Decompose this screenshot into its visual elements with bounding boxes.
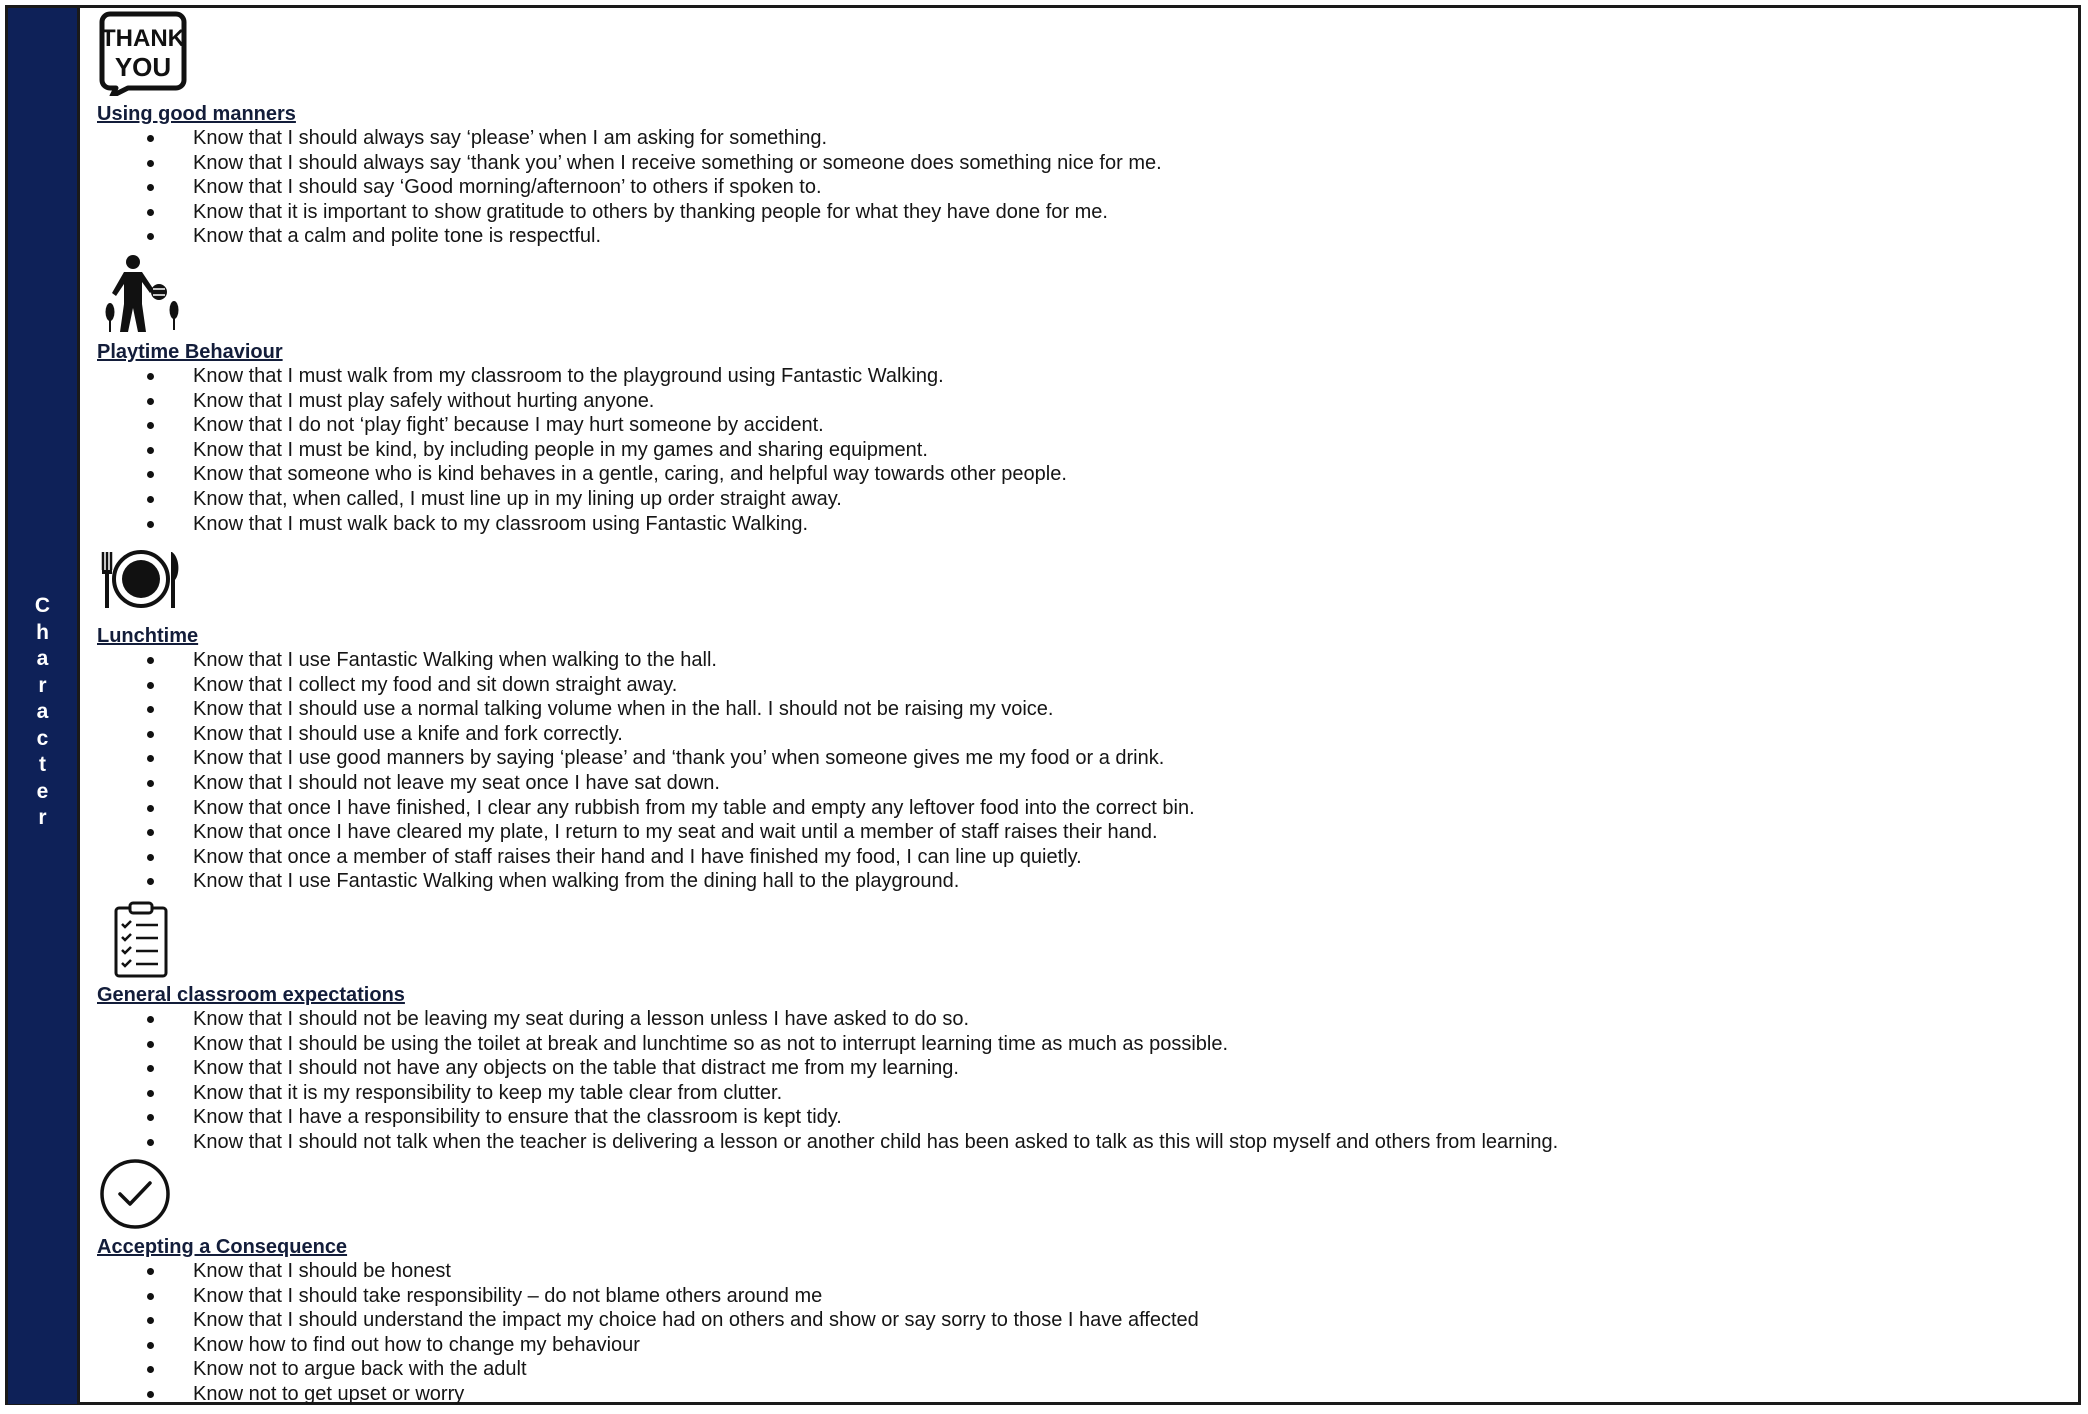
list-item [97, 1284, 1199, 1309]
clipboard-checklist-icon [112, 900, 170, 978]
list-item [97, 413, 1067, 438]
list-item [97, 175, 1162, 200]
plate-fork-knife-icon [100, 548, 182, 610]
bullet-dot [147, 706, 154, 713]
list-item [97, 1007, 1558, 1032]
list-item-text: Know that I should be using the toilet at break and lunchtime so as not to interrupt learning time as much as possible. [193, 1032, 1229, 1055]
list-item-text: Know that I must walk from my classroom to the playground using Fantastic Walking. [193, 365, 944, 387]
list-item-text: Know that, when called, I must line up in my lining up order straight away. [193, 487, 842, 510]
list-item-text: Know how to find out how to change my behaviour [193, 1333, 640, 1356]
side-label-letter: C [34, 594, 51, 617]
bullet-dot [147, 1090, 154, 1097]
list-item [97, 151, 1162, 176]
list-item-text: Know that I use good manners by saying ‘please’ and ‘thank you’ when someone gives me my food or a drink. [193, 747, 1165, 770]
list-item [97, 224, 1162, 249]
bullet-dot [147, 780, 154, 787]
list-item-text: Know not to argue back with the adult [193, 1358, 527, 1381]
bullet-dot [147, 878, 154, 885]
bullet-dot [147, 657, 154, 664]
list-item-text: Know that I use Fantastic Walking when walking to the hall. [193, 649, 717, 671]
list-item [97, 126, 1162, 151]
bullet-dot [147, 1268, 154, 1275]
list-item-text: Know that I should use a normal talking volume when in the hall. I should not be raising my voice. [193, 698, 1054, 721]
list-item [97, 462, 1067, 487]
bullet-dot [147, 447, 154, 454]
section-accepting-a-consequence [97, 1235, 1199, 1407]
list-item-text: Know that someone who is kind behaves in a gentle, caring, and helpful way towards other people. [193, 463, 1067, 486]
side-label-letter: c [36, 726, 49, 750]
side-label-letter: h [36, 620, 49, 644]
bullet-dot [147, 1065, 154, 1072]
bullet-dot [147, 731, 154, 738]
section-title: Using good manners [97, 103, 296, 125]
list-item [97, 648, 1195, 673]
list-item-text: Know that I should not leave my seat once I have sat down. [193, 771, 720, 794]
list-item-text: Know that I must be kind, by including people in my games and sharing equipment. [193, 438, 928, 461]
bullet-dot [147, 1293, 154, 1300]
list-item [97, 1382, 1199, 1407]
list-item [97, 1308, 1199, 1333]
bullet-dot [147, 422, 154, 429]
list-item-text: Know that I have a responsibility to ensure that the classroom is kept tidy. [193, 1106, 842, 1129]
section-title: Accepting a Consequence [97, 1236, 348, 1258]
list-item [97, 673, 1195, 698]
list-item [97, 1130, 1558, 1155]
bullet-dot [147, 398, 154, 405]
bullet-dot [147, 1342, 154, 1349]
bullet-dot [147, 160, 154, 167]
list-item-text: Know that I should not be leaving my seat during a lesson unless I have asked to do so. [193, 1008, 970, 1030]
bullet-dot [147, 854, 154, 861]
bullet-dot [147, 1114, 154, 1121]
side-label [8, 593, 77, 832]
list-item-text: Know that I should always say ‘please’ when I am asking for something. [193, 127, 828, 149]
bullet-dot [147, 373, 154, 380]
list-item-text: Know that it is important to show gratitude to others by thanking people for what they have done for me. [193, 200, 1108, 223]
item-list [97, 126, 1162, 249]
list-item [97, 1032, 1558, 1057]
list-item-text: Know that I should not talk when the teacher is delivering a lesson or another child has been asked to talk as this will stop myself and others from learning. [193, 1130, 1559, 1153]
side-label-letter: r [38, 806, 47, 829]
list-item [97, 364, 1067, 389]
list-item [97, 820, 1195, 845]
bullet-dot [147, 1041, 154, 1048]
bullet-dot [147, 496, 154, 503]
list-item [97, 438, 1067, 463]
list-item-text: Know that once I have finished, I clear any rubbish from my table and empty any leftover food into the correct bin. [193, 796, 1195, 819]
item-list [97, 364, 1067, 536]
bullet-dot [147, 805, 154, 812]
bullet-dot [147, 209, 154, 216]
bullet-dot [147, 1317, 154, 1324]
list-item-text: Know that I must play safely without hurting anyone. [193, 389, 655, 412]
section-title: General classroom expectations [97, 984, 405, 1006]
list-item [97, 1259, 1199, 1284]
side-label-letter: t [39, 753, 46, 776]
side-label-letter: r [38, 673, 47, 697]
item-list [97, 1007, 1558, 1155]
list-item [97, 487, 1067, 512]
list-item [97, 722, 1195, 747]
bullet-dot [147, 1139, 154, 1146]
list-item-text: Know that I use Fantastic Walking when walking from the dining hall to the playground. [193, 870, 960, 893]
bullet-dot [147, 471, 154, 478]
list-item [97, 845, 1195, 870]
thank-you-icon-text-line2: YOU [114, 52, 172, 82]
section-title: Lunchtime [97, 625, 199, 647]
section-playtime-behaviour [97, 340, 1067, 536]
section-lunchtime [97, 624, 1195, 894]
bullet-dot [147, 682, 154, 689]
list-item [97, 771, 1195, 796]
list-item [97, 1357, 1199, 1382]
bullet-dot [147, 1391, 154, 1398]
list-item-text: Know that I must walk back to my classroom using Fantastic Walking. [193, 512, 809, 535]
list-item-text: Know that I should understand the impact my choice had on others and show or say sorry to those I have affected [193, 1309, 1199, 1332]
list-item-text: Know that once I have cleared my plate, I return to my seat and wait until a member of staff raises their hand. [193, 821, 1158, 844]
side-label-letter: e [36, 779, 49, 803]
list-item [97, 200, 1162, 225]
list-item-text: Know that I should say ‘Good morning/afternoon’ to others if spoken to. [193, 176, 822, 199]
list-item [97, 697, 1195, 722]
list-item-text: Know that I should use a knife and fork correctly. [193, 722, 623, 745]
list-item [97, 1056, 1558, 1081]
side-label-letter: a [36, 700, 49, 723]
bullet-dot [147, 521, 154, 528]
bullet-dot [147, 135, 154, 142]
section-title: Playtime Behaviour [97, 341, 283, 363]
bullet-dot [147, 755, 154, 762]
side-band [8, 8, 80, 1404]
thank-you-speech-bubble-icon [98, 10, 188, 96]
section-general-classroom-expectations [97, 983, 1558, 1155]
item-list [97, 648, 1195, 894]
check-circle-icon [99, 1158, 171, 1230]
list-item-text: Know that I should not have any objects on the table that distract me from my learning. [193, 1057, 959, 1080]
list-item [97, 1333, 1199, 1358]
list-item [97, 746, 1195, 771]
bullet-dot [147, 184, 154, 191]
bullet-dot [147, 1366, 154, 1373]
list-item-text: Know that I should take responsibility – do not blame others around me [193, 1284, 823, 1307]
list-item-text: Know that I should always say ‘thank you’ when I receive something or someone does something nice for me. [193, 151, 1162, 174]
list-item [97, 1105, 1558, 1130]
list-item-text: Know that a calm and polite tone is respectful. [193, 225, 602, 248]
list-item-text: Know not to get upset or worry [193, 1382, 465, 1405]
list-item-text: Know that I should be honest [193, 1260, 451, 1282]
bullet-dot [147, 829, 154, 836]
child-playing-ball-icon [102, 252, 186, 334]
list-item [97, 389, 1067, 414]
list-item [97, 869, 1195, 894]
side-label-letter: a [36, 647, 49, 670]
list-item [97, 512, 1067, 537]
list-item [97, 1081, 1558, 1106]
list-item-text: Know that it is my responsibility to keep my table clear from clutter. [193, 1081, 783, 1104]
list-item-text: Know that I do not ‘play fight’ because I may hurt someone by accident. [193, 414, 824, 437]
bullet-dot [147, 233, 154, 240]
item-list [97, 1259, 1199, 1407]
bullet-dot [147, 1016, 154, 1023]
section-using-good-manners [97, 102, 1162, 249]
list-item [97, 796, 1195, 821]
list-item-text: Know that once a member of staff raises their hand and I have finished my food, I can line up quietly. [193, 845, 1082, 868]
thank-you-icon-text-line1: THANK [101, 25, 185, 52]
list-item-text: Know that I collect my food and sit down straight away. [193, 673, 678, 696]
